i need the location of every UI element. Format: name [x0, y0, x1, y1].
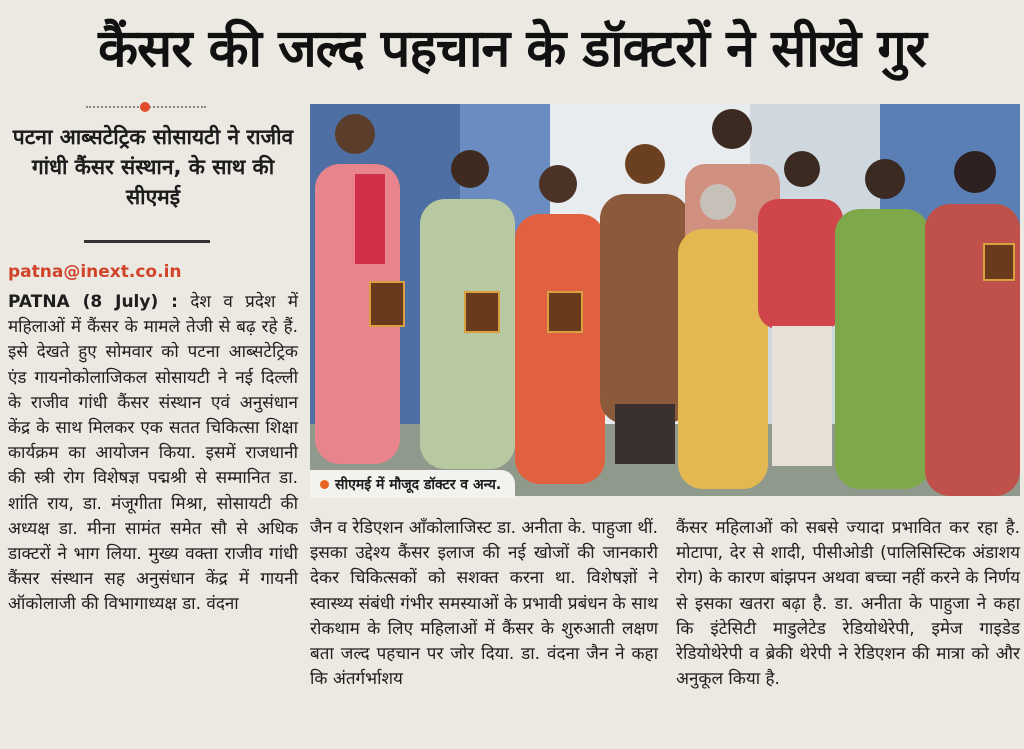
red-dot-icon	[140, 102, 150, 112]
column-1-text: देश व प्रदेश में महिलाओं में कैंसर के मामले तेजी से बढ़ रहे हैं. इसे देखते हुए सोमवार को पटना आब्सटेट्रिक एंड गायनोकोलाजिकल सोसायटी ने नई दिल्ली के राजीव गांधी कैंसर संस्थान एवं अनुसंधान केंद्र के साथ मिलकर एक सतत चिकित्सा शिक्षा कार्यक्रम का आयोजन किया. इसमें राजधानी की स्त्री रोग विशेषज्ञ पद्मश्री से सम्मानित डा. शांति राय, डा. मंजूगीता मिश्रा, सोसायटी की अध्यक्ष डा. मीना सामंत समेत सौ से अधिक डाक्टरों ने भाग लिया. मुख्य वक्ता राजीव गांधी कैंसर संस्थान सह अनुसंधान केंद्र में गायनी ऑकोलाजी की विभागाध्यक्ष डा. वंदना	[8, 292, 299, 615]
caption-bullet-icon	[320, 480, 329, 489]
article-column-3: कैंसर महिलाओं को सबसे ज्यादा प्रभावित कर रहा है. मोटापा, देर से शादी, पीसीओडी (पालिसिस्टिक अंडाशय रोग) के कारण बांझपन अथवा बच्चा नहीं करने के निर्णय से इसका खतरा बढ़ा है. डा. अनीता के पाहुजा ने कहा कि इंटेसिटी माडुलेटेड रेडियोथेरेपी, इमेज गाइडेड रेडियोथेरेपी व ब्रेकी थेरेपी ने रेडिएशन की मात्रा को और अनुकूल किया है.	[676, 518, 1020, 690]
group-photo	[310, 104, 1020, 496]
headline: कैंसर की जल्द पहचान के डॉक्टरों ने सीखे गुर	[98, 18, 926, 79]
article-column-2: जैन व रेडिएशन ऑंकोलाजिस्ट डा. अनीता के. पाहुजा थीं. इसका उद्देश्य कैंसर इलाज की नई खोजों की जानकारी देकर चिकित्सकों को सशक्त करना था. विशेषज्ञों ने स्वास्थ्य संबंधी गंभीर समस्याओं के प्रभावी प्रबंधन के साथ रोकथाम के लिए महिलाओं में कैंसर के शुरुआती लक्षण बता जल्द पहचान पर जोर दिया. डा. वंदना जैन ने कहा कि अंतर्गर्भाशय	[310, 518, 658, 690]
subheading: पटना आब्सटेट्रिक सोसायटी ने राजीव गांधी कैंसर संस्थान, के साथ की सीएमई	[12, 125, 294, 209]
divider	[84, 240, 210, 243]
photo-caption	[310, 470, 515, 498]
dateline: PATNA (8 July) :	[8, 292, 178, 312]
photo-caption-text: सीएमई में मौजूद डॉक्टर व अन्य.	[335, 476, 502, 493]
article-column-1	[8, 290, 298, 618]
email-link[interactable]: patna@inext.co.in	[8, 262, 182, 282]
decorative-dot-divider	[86, 102, 206, 112]
